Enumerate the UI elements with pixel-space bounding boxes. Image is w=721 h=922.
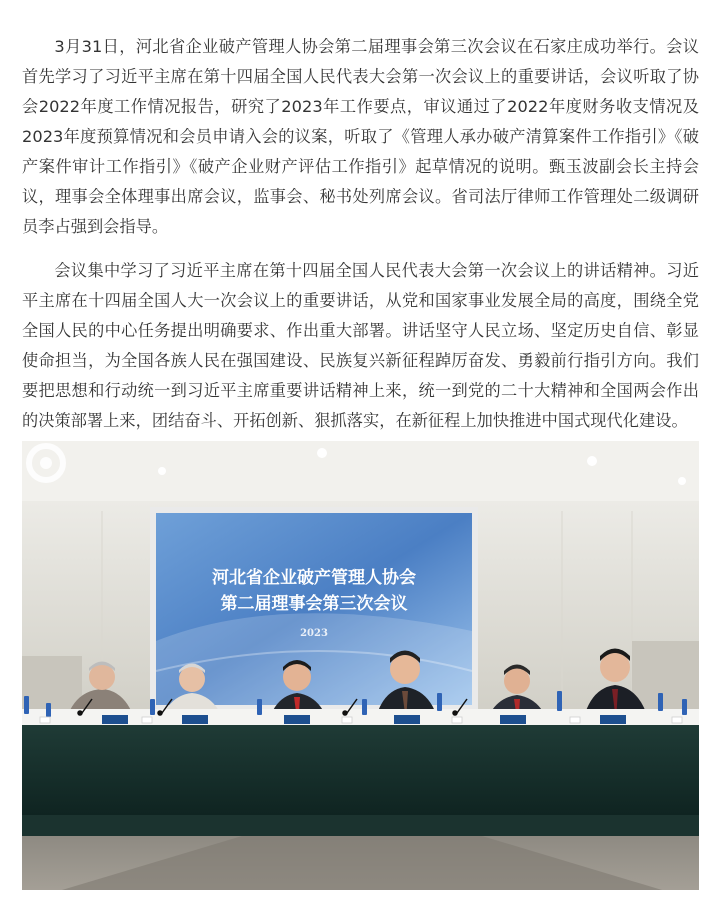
paragraph-1: 3月31日，河北省企业破产管理人协会第二届理事会第三次会议在石家庄成功举行。会议首先学习了习近平主席在第十四届全国人民代表大会第一次会议上的重要讲话，会议听取了协会2022年度工作情况报告，研究了2023年工作要点，审议通过了2022年度财务收支情况及2023年度预算情况和会员申请入会的议案，听取了《管理人承办破产清算案件工作指引》《破产案件审计工作指引》《破产企业财产评估工作指引》起草情况的说明。甄玉波副会长主持会议，理事会全体理事出席会议，监事会、秘书处列席会议。省司法厅律师工作管理处二级调研员李占强到会指导。 [22,37,699,236]
screen-year: 2023 [300,628,328,639]
screen-title-line2: 第二届理事会第三次会议 [220,594,408,614]
paragraph-2: 会议集中学习了习近平主席在第十四届全国人民代表大会第一次会议上的讲话精神。习近平主席在十四届全国人大一次会议上的重要讲话，从党和国家事业发展全局的高度，围绕全党全国人民的中心任务提出明确要求、作出重大部署。讲话坚守人民立场、坚定历史自信、彰显使命担当，为全国各族人民在强国建设、民族复兴新征程踔厉奋发、勇毅前行指引方向。我们要把思想和行动统一到习近平主席重要讲话精神上来，统一到党的二十大精神和全国两会作出的决策部署上来，团结奋斗、开拓创新、狠抓落实，在新征程上加快推进中国式现代化建设。 [22,261,699,430]
conference-table [22,725,699,815]
screen-title-line1: 河北省企业破产管理人协会 [212,568,416,588]
ceiling [22,441,699,511]
meeting-photo [22,441,699,890]
